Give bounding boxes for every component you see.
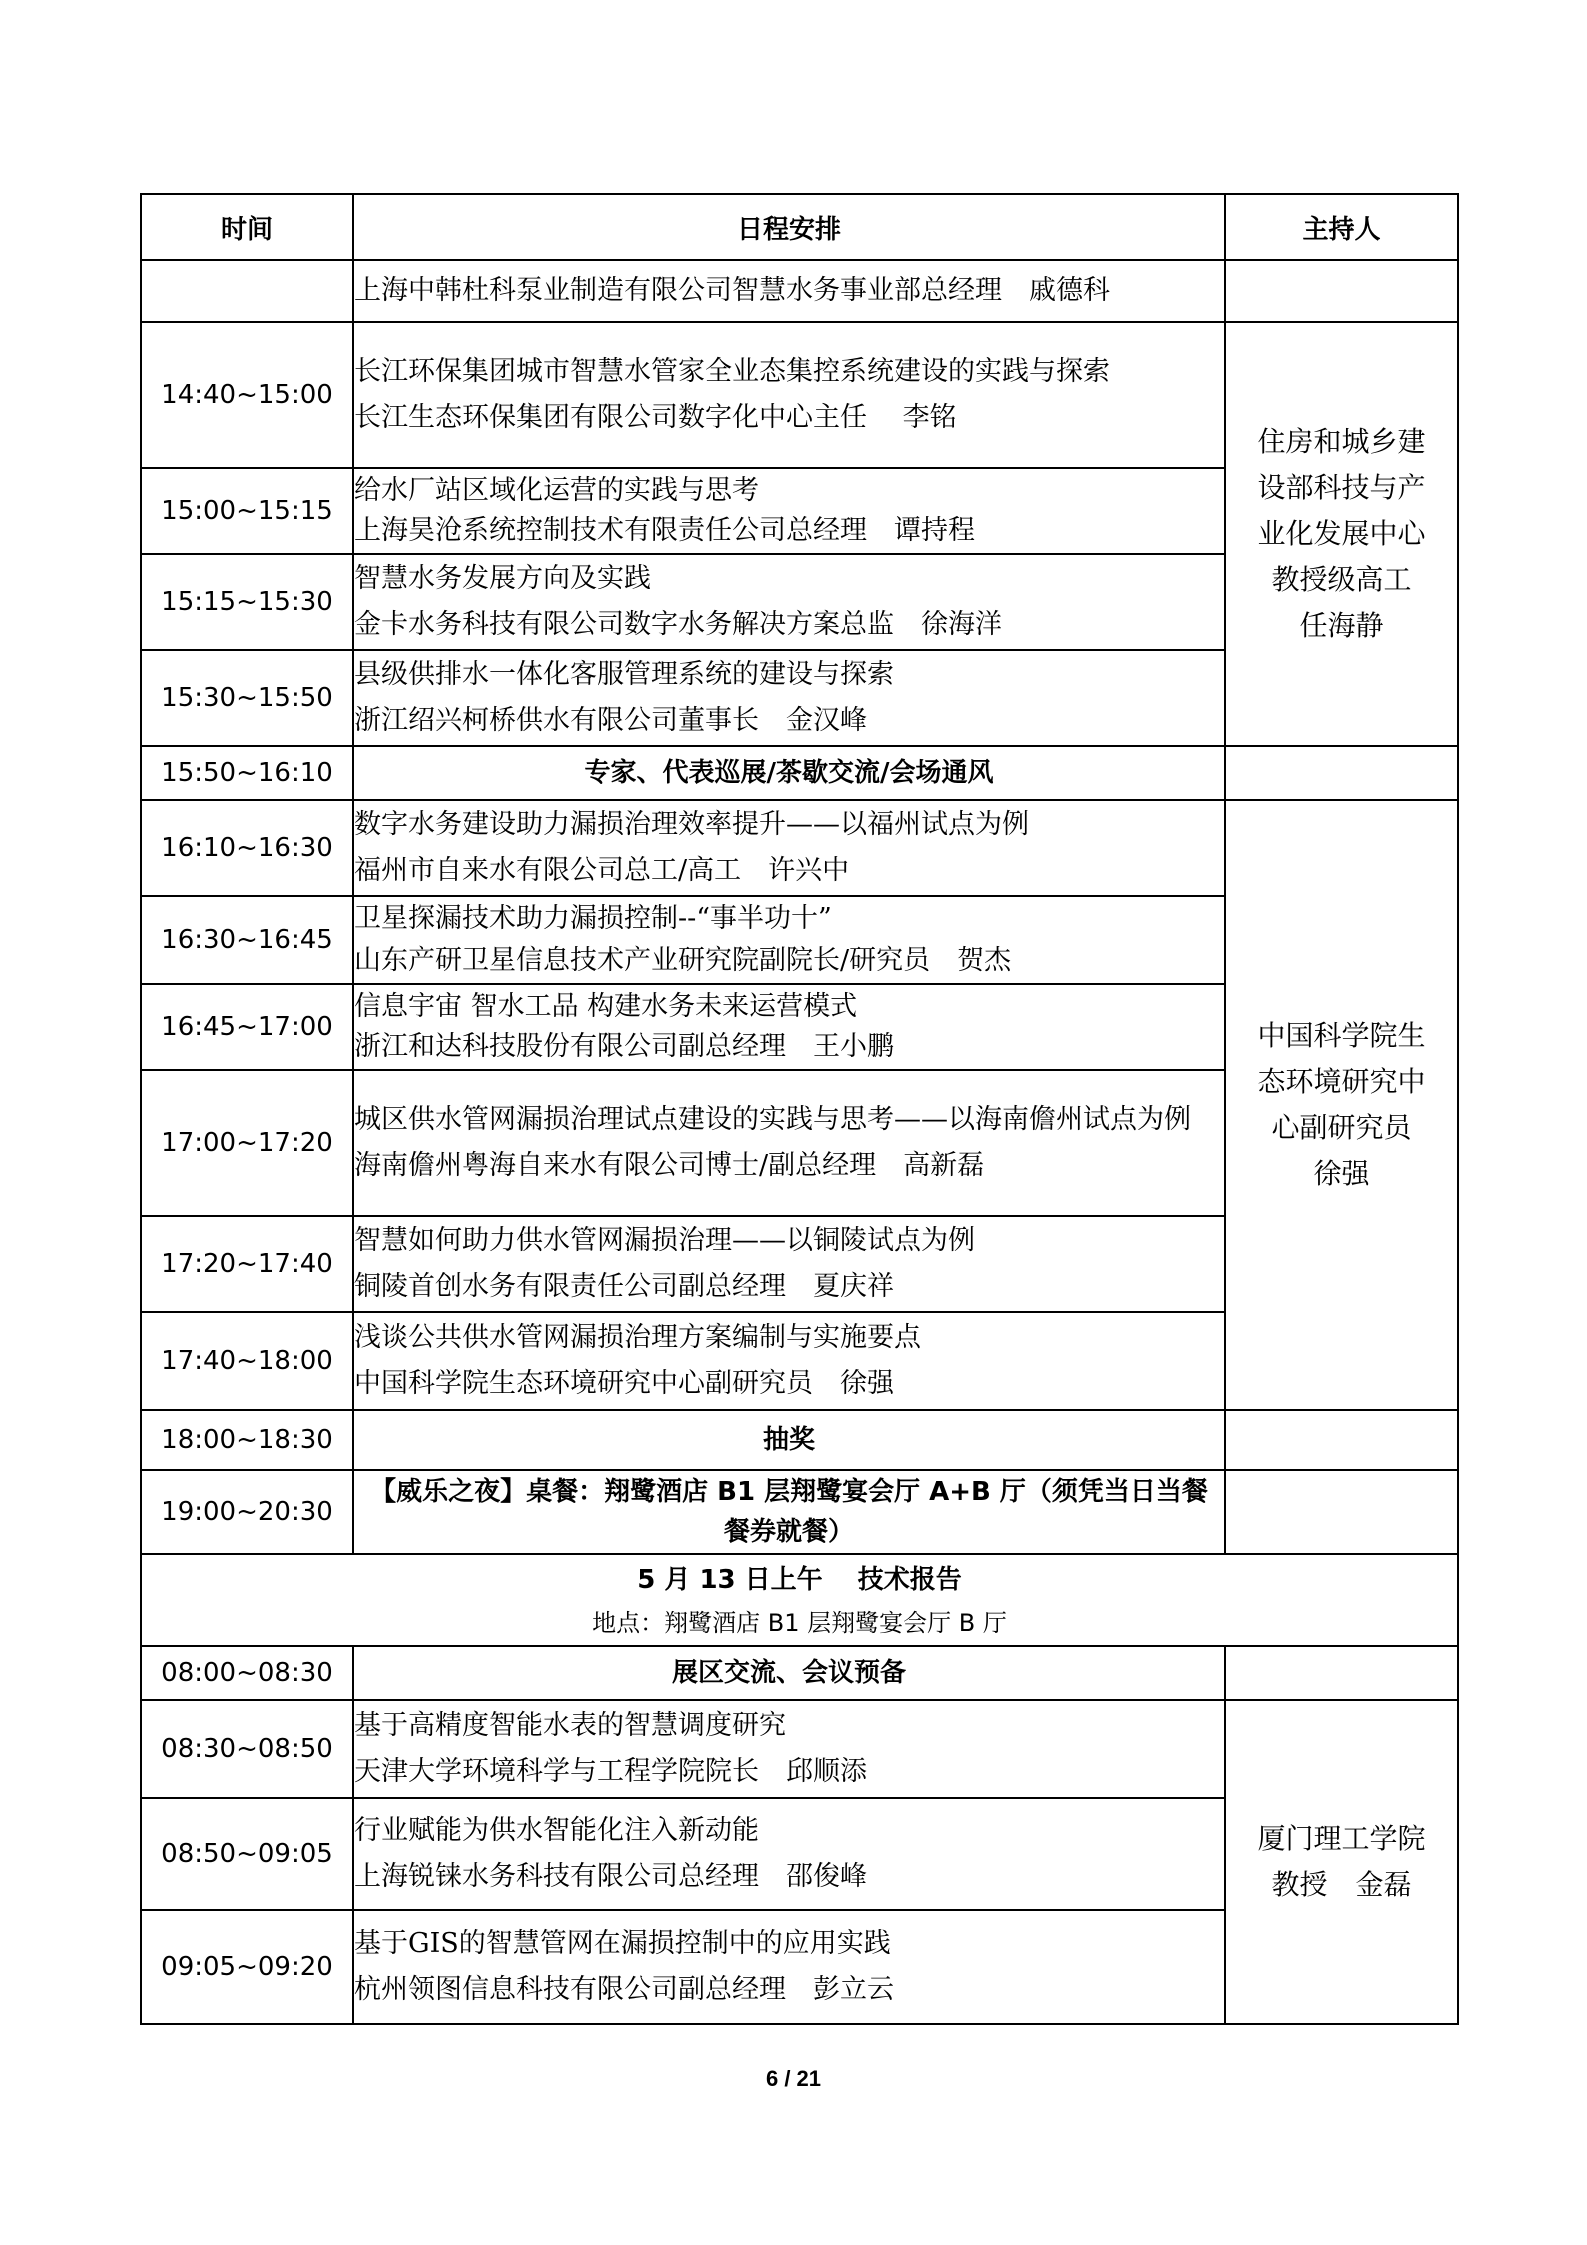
host-line: 教授 金磊 [1271,1868,1412,1901]
program-topic: 信息宇宙 智水工品 构建水务未来运营模式 [354,991,858,1022]
time-cell: 15:30~15:50 [141,650,353,746]
host-line: 徐强 [1313,1157,1370,1190]
time-cell: 08:30~08:50 [141,1700,353,1798]
program-topic: 智慧水务发展方向及实践 [354,563,651,594]
host-cell [1225,1700,1458,2024]
program-topic: 基于GIS的智慧管网在漏损控制中的应用实践 [354,1928,891,1959]
program-cell [353,1216,1225,1312]
program-topic: 城区供水管网漏损治理试点建设的实践与思考——以海南儋州试点为例 [354,1104,1191,1135]
program-speaker: 长江生态环保集团有限公司数字化中心主任 李铭 [354,402,957,433]
section-header [141,1554,1458,1646]
program-cell [353,1700,1225,1798]
program-speaker: 上海锐铼水务科技有限公司总经理 邵俊峰 [354,1861,867,1892]
program-break: 专家、代表巡展/茶歇交流/会场通风 [353,746,1225,800]
program-speaker: 山东产研卫星信息技术产业研究院副院长/研究员 贺杰 [354,945,1012,976]
program-break: 抽奖 [353,1410,1225,1470]
table-row [141,800,1458,896]
program-speaker: 天津大学环境科学与工程学院院长 邱顺添 [354,1756,867,1787]
host-cell-empty [1225,1410,1458,1470]
section-title: 5 月 13 日上午 技术报告 [637,1565,962,1595]
time-cell: 08:50~09:05 [141,1798,353,1910]
time-cell: 08:00~08:30 [141,1646,353,1700]
host-line: 业化发展中心 [1257,517,1426,550]
header-host: 主持人 [1225,194,1458,260]
program-cell [353,1910,1225,2024]
section-place: 地点：翔鹭酒店 B1 层翔鹭宴会厅 B 厅 [592,1609,1007,1637]
host-line: 教授级高工 [1271,563,1412,596]
program-cell [353,1312,1225,1410]
program-topic: 行业赋能为供水智能化注入新动能 [354,1815,759,1846]
program-speaker: 浙江和达科技股份有限公司副总经理 王小鹏 [354,1031,894,1062]
schedule-table [140,193,1459,2025]
table-row [141,1646,1458,1700]
time-cell: 14:40~15:00 [141,322,353,468]
time-cell: 17:00~17:20 [141,1070,353,1216]
program-topic: 基于高精度智能水表的智慧调度研究 [354,1710,786,1741]
program-topic: 数字水务建设助力漏损治理效率提升——以福州试点为例 [354,809,1029,840]
program-speaker: 铜陵首创水务有限责任公司副总经理 夏庆祥 [354,1271,894,1302]
host-cell-empty [1225,1470,1458,1554]
host-line: 态环境研究中 [1257,1065,1426,1098]
time-cell: 17:20~17:40 [141,1216,353,1312]
host-cell [1225,800,1458,1410]
time-cell: 19:00~20:30 [141,1470,353,1554]
time-cell: 16:45~17:00 [141,984,353,1070]
time-cell: 17:40~18:00 [141,1312,353,1410]
section-header-row [141,1554,1458,1646]
program-cell [353,1798,1225,1910]
program-cell [353,322,1225,468]
header-time: 时间 [141,194,353,260]
program-speaker: 海南儋州粤海自来水有限公司博士/副总经理 高新磊 [354,1150,985,1181]
table-row [141,746,1458,800]
time-cell: 16:30~16:45 [141,896,353,984]
host-cell-empty [1225,746,1458,800]
program-cell [353,1070,1225,1216]
program-topic: 卫星探漏技术助力漏损控制--“事半功十” [354,903,832,934]
page-number: 6 / 21 [765,2066,822,2091]
program-speaker: 中国科学院生态环境研究中心副研究员 徐强 [354,1368,894,1399]
program-break: 展区交流、会议预备 [353,1646,1225,1700]
table-row [141,1410,1458,1470]
table-row [141,322,1458,468]
table-row [141,1470,1458,1554]
program-cell [353,650,1225,746]
program-speaker: 浙江绍兴柯桥供水有限公司董事长 金汉峰 [354,705,867,736]
time-cell: 16:10~16:30 [141,800,353,896]
program-cell [353,554,1225,650]
program-cell [353,260,1225,322]
time-cell: 09:05~09:20 [141,1910,353,2024]
host-line: 中国科学院生 [1257,1019,1426,1052]
program-speaker: 金卡水务科技有限公司数字水务解决方案总监 徐海洋 [354,609,1002,640]
program-cell [353,468,1225,554]
time-cell: 15:00~15:15 [141,468,353,554]
table-row [141,260,1458,322]
time-cell: 15:15~15:30 [141,554,353,650]
table-row [141,1700,1458,1798]
program-cell [353,800,1225,896]
program-topic: 长江环保集团城市智慧水管家全业态集控系统建设的实践与探索 [354,356,1110,387]
program-cell [353,984,1225,1070]
program-topic: 浅谈公共供水管网漏损治理方案编制与实施要点 [354,1322,921,1353]
time-cell: 18:00~18:30 [141,1410,353,1470]
program-speaker: 上海昊沧系统控制技术有限责任公司总经理 谭持程 [354,515,975,546]
program-dinner: 【威乐之夜】桌餐：翔鹭酒店 B1 层翔鹭宴会厅 A+B 厅（须凭当日当餐餐券就餐） [353,1470,1225,1554]
time-cell: 15:50~16:10 [141,746,353,800]
host-line: 厦门理工学院 [1257,1822,1426,1855]
program-cell [353,896,1225,984]
program-topic: 给水厂站区域化运营的实践与思考 [354,475,759,506]
time-cell [141,260,353,322]
program-speaker: 杭州领图信息科技有限公司副总经理 彭立云 [354,1974,894,2005]
host-line: 设部科技与产 [1257,471,1426,504]
host-cell-empty [1225,260,1458,322]
host-line: 任海静 [1299,609,1384,642]
header-program: 日程安排 [353,194,1225,260]
host-cell [1225,322,1458,746]
host-line: 住房和城乡建 [1257,425,1426,458]
program-speaker: 福州市自来水有限公司总工/高工 许兴中 [354,855,850,886]
table-header-row [141,194,1458,260]
program-speaker: 上海中韩杜科泵业制造有限公司智慧水务事业部总经理 戚德科 [354,275,1110,306]
host-line: 心副研究员 [1271,1111,1412,1144]
host-cell-empty [1225,1646,1458,1700]
program-topic: 县级供排水一体化客服管理系统的建设与探索 [354,659,894,690]
program-topic: 智慧如何助力供水管网漏损治理——以铜陵试点为例 [354,1225,975,1256]
